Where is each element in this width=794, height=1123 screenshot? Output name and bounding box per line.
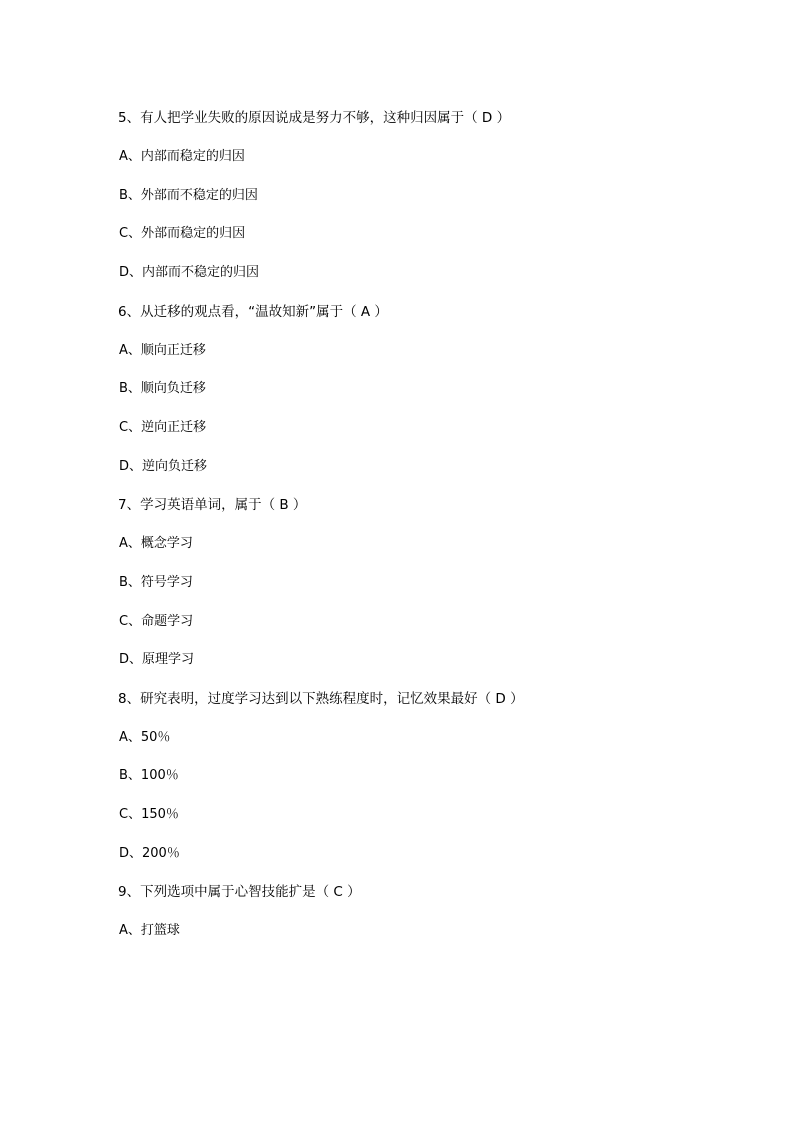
question-block — [118, 497, 676, 668]
question-option: B、100％ — [119, 768, 179, 784]
question-option: B、外部而不稳定的归因 — [119, 187, 258, 203]
question-stem: 9、下列选项中属于心智技能扩是（ C ） — [118, 884, 361, 901]
question-option: A、打篮球 — [119, 923, 180, 939]
question-option: C、150％ — [119, 807, 179, 823]
question-block — [118, 884, 676, 939]
question-option: A、概念学习 — [119, 536, 193, 552]
question-option: C、逆向正迁移 — [119, 419, 207, 435]
question-option: C、命题学习 — [119, 613, 194, 629]
question-stem: 5、有人把学业失败的原因说成是努力不够，这种归因属于（ D ） — [118, 110, 511, 126]
question-block — [118, 110, 676, 281]
question-stem: 6、从迁移的观点看，“温故知新”属于（ A ） — [118, 303, 388, 320]
question-block — [118, 691, 676, 862]
question-option: D、内部而不稳定的归因 — [119, 264, 260, 280]
question-option: A、内部而稳定的归因 — [119, 149, 245, 165]
question-stem: 7、学习英语单词，属于（ B ） — [118, 497, 307, 514]
question-option: C、外部而稳定的归因 — [119, 226, 246, 242]
question-option: A、顺向正迁移 — [119, 342, 206, 358]
question-block — [118, 304, 676, 475]
question-option: D、200％ — [119, 845, 180, 861]
question-option: A、50％ — [119, 729, 171, 745]
question-option: D、逆向负迁移 — [119, 458, 208, 474]
question-option: B、符号学习 — [119, 574, 193, 590]
question-option: B、顺向负迁移 — [119, 381, 206, 397]
question-option: D、原理学习 — [119, 652, 195, 668]
question-stem: 8、研究表明，过度学习达到以下熟练程度时，记忆效果最好（ D ） — [118, 690, 524, 707]
